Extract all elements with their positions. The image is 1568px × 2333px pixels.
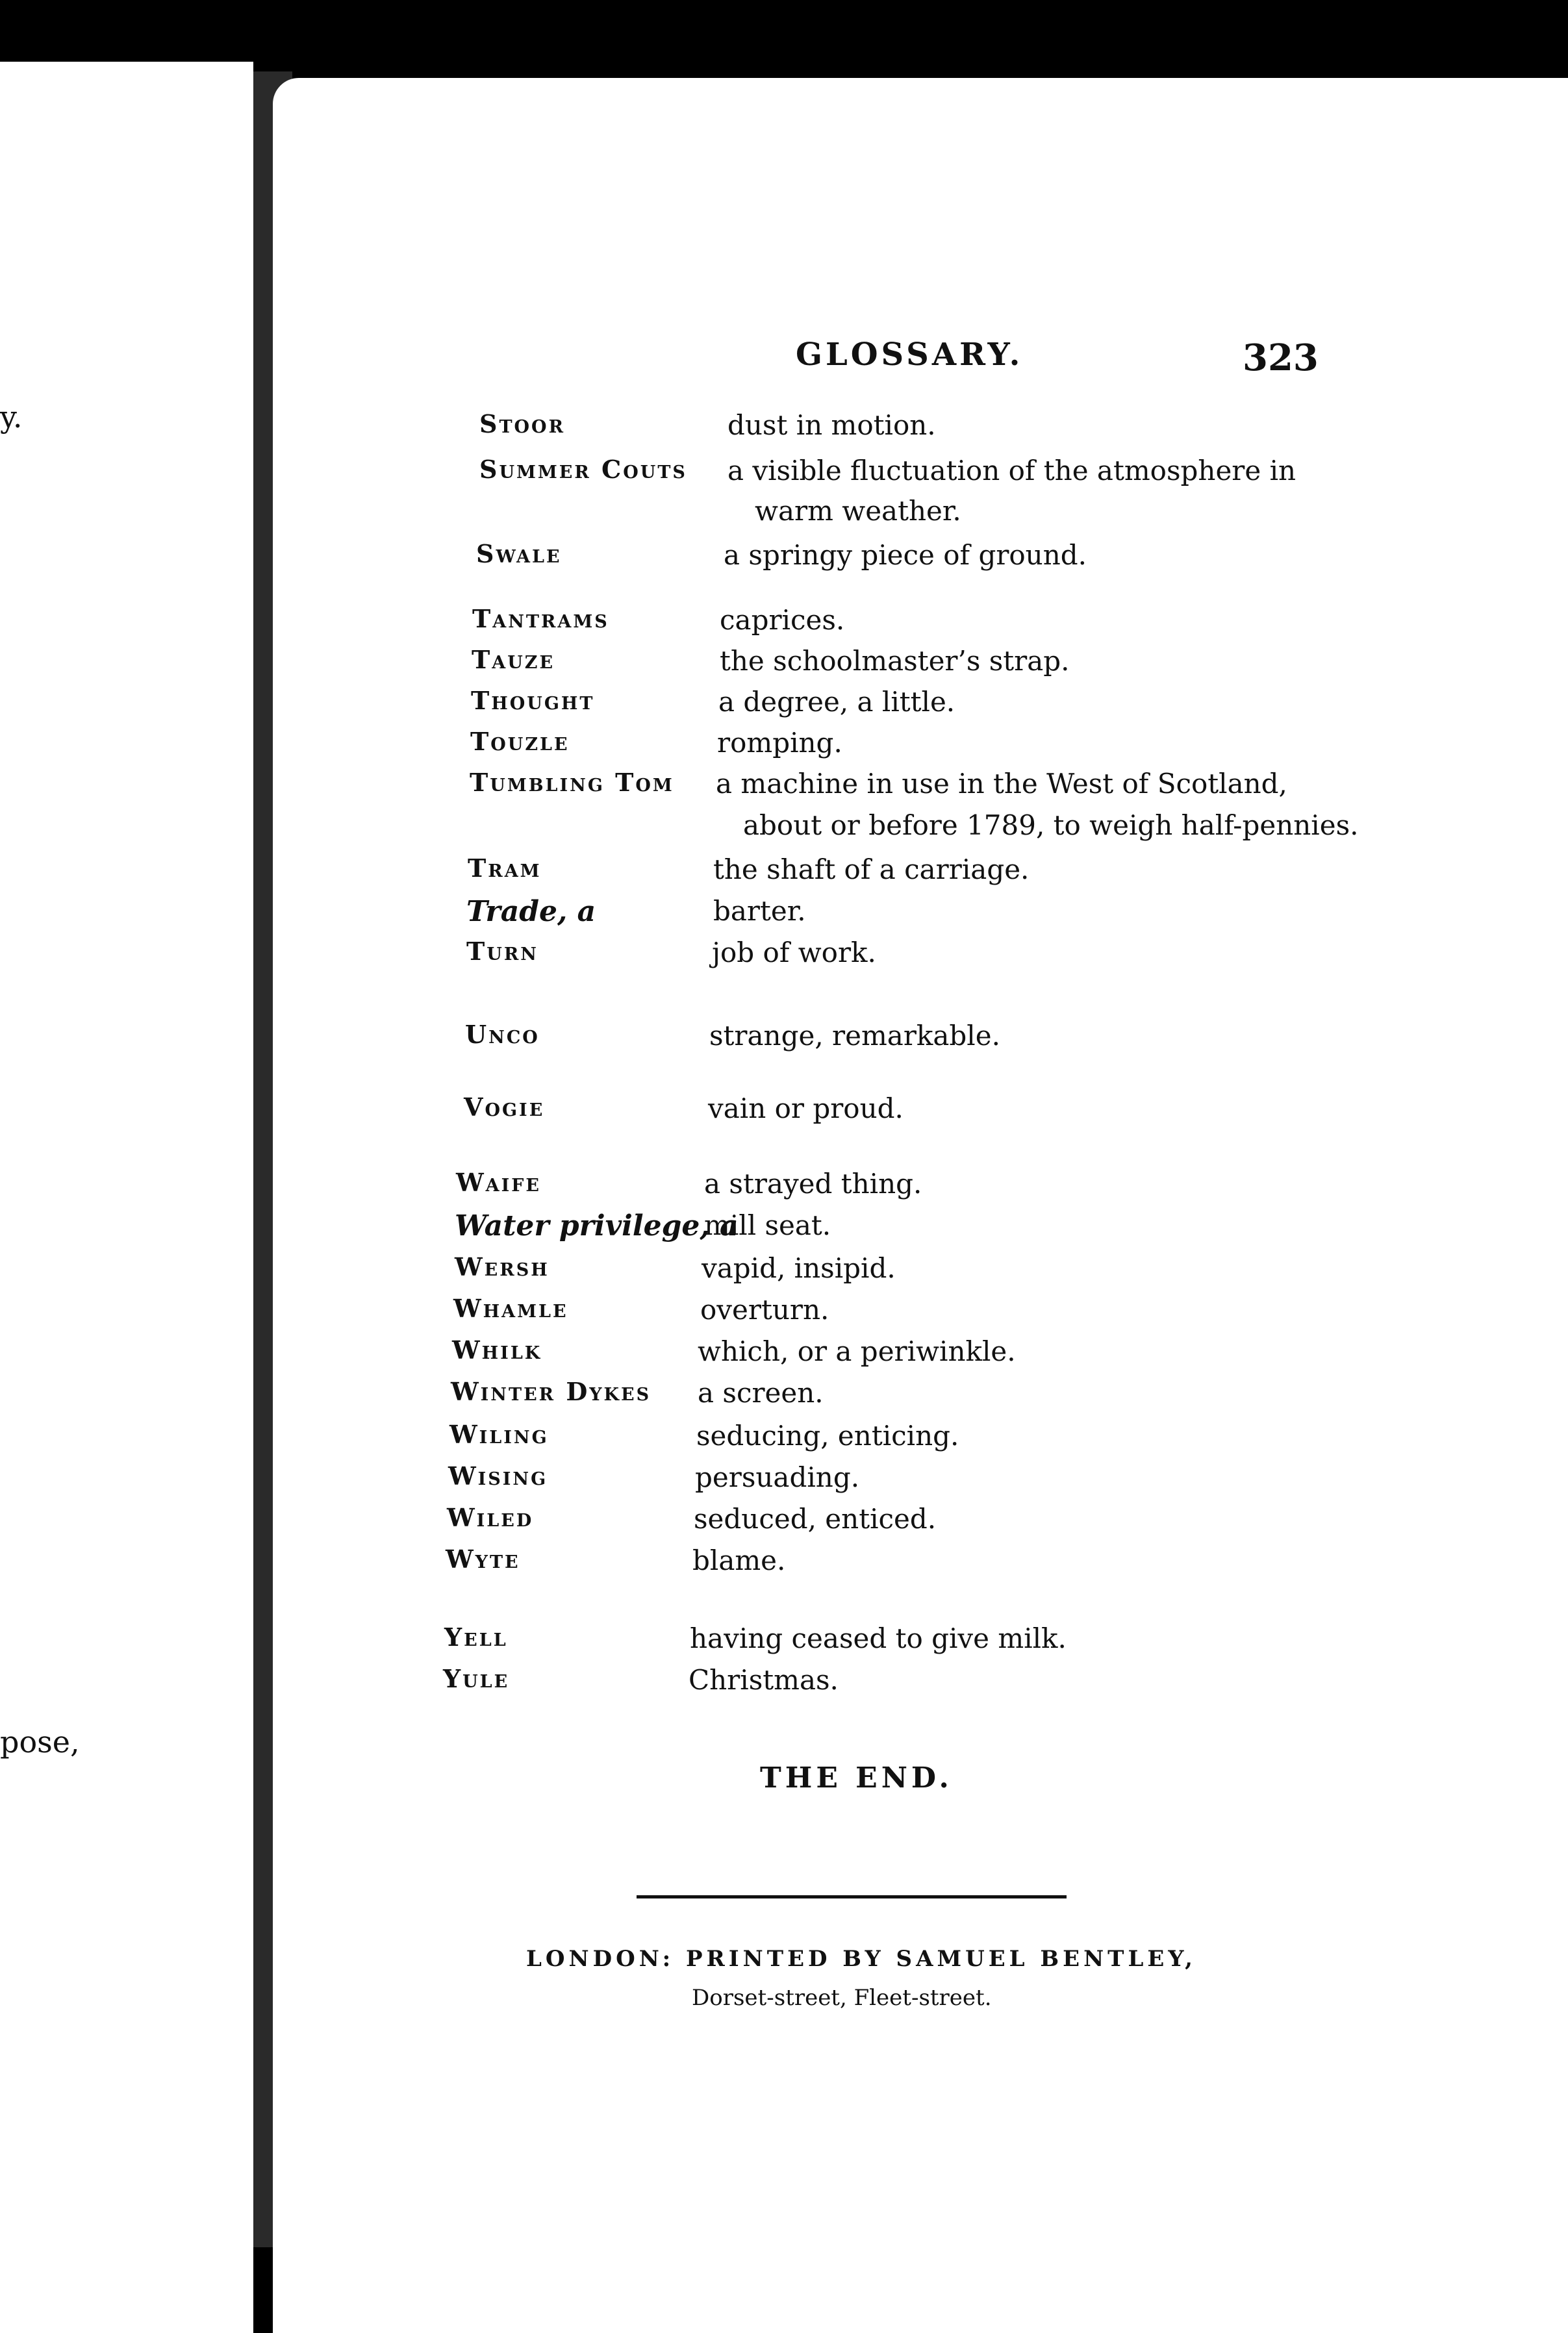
glossary-definition: the shaft of a carriage. [713, 853, 1030, 885]
glossary-entry [273, 455, 1568, 527]
glossary-term: Wiling [449, 1420, 549, 1449]
glossary-term: Summer Couts [479, 455, 687, 484]
glossary-definition: blame. [692, 1545, 786, 1576]
glossary-term: Tantrams [472, 604, 609, 633]
glossary-term: Tram [468, 853, 542, 883]
glossary-definition: barter. [713, 895, 806, 927]
facing-page-fragment-bottom: pose, [0, 1724, 80, 1759]
glossary-entry [273, 1168, 1568, 1207]
glossary-entry [273, 539, 1568, 578]
glossary-term: Waife [456, 1168, 542, 1197]
printer-address: Dorset-street, Fleet-street. [692, 1985, 992, 2011]
glossary-term: Tumbling Tom [470, 768, 674, 797]
glossary-term: Touzle [470, 727, 570, 756]
the-end-heading: THE END. [760, 1761, 953, 1795]
glossary-definition: which, or a periwinkle. [698, 1335, 1016, 1367]
glossary-term: Trade, a [466, 895, 596, 928]
page-number: 323 [1243, 336, 1319, 379]
glossary-definition: romping. [717, 727, 842, 759]
glossary-entry [273, 1209, 1568, 1248]
glossary-definition: seduced, enticed. [694, 1503, 937, 1535]
running-head: GLOSSARY. [796, 336, 1024, 373]
glossary-term: Yell [444, 1622, 508, 1652]
glossary-entry [273, 1335, 1568, 1374]
glossary-term: Water privilege, a [455, 1209, 739, 1242]
glossary-definition: vain or proud. [708, 1092, 904, 1124]
glossary-entry [273, 727, 1568, 766]
glossary-entry [273, 1664, 1568, 1703]
glossary-term: Whamle [453, 1294, 568, 1323]
glossary-entry [273, 1377, 1568, 1416]
glossary-entry [273, 895, 1568, 934]
glossary-term: Swale [476, 539, 562, 568]
glossary-definition: a machine in use in the West of Scotland, [716, 768, 1287, 800]
glossary-definition: a strayed thing. [704, 1168, 922, 1200]
glossary-entry [273, 1092, 1568, 1131]
glossary-definition: mill seat. [704, 1209, 831, 1241]
glossary-definition: Christmas. [689, 1664, 839, 1696]
glossary-term: Whilk [452, 1335, 542, 1365]
glossary-term: Wersh [455, 1252, 550, 1281]
glossary-entry [273, 1420, 1568, 1459]
glossary-definition: vapid, insipid. [702, 1252, 896, 1284]
glossary-term: Stoor [479, 409, 566, 438]
printer-imprint: LONDON: PRINTED BY SAMUEL BENTLEY, [526, 1946, 1197, 1972]
glossary-term: Tauze [472, 645, 555, 674]
glossary-definition: strange, remarkable. [709, 1020, 1000, 1052]
glossary-entry [273, 768, 1568, 841]
glossary-term: Winter Dykes [451, 1377, 651, 1406]
facing-page [0, 62, 253, 2333]
glossary-entry [273, 1461, 1568, 1500]
glossary-term: Thought [471, 686, 595, 715]
glossary-definition: overturn. [700, 1294, 829, 1326]
glossary-definition: a degree, a little. [718, 686, 955, 718]
glossary-definition: a springy piece of ground. [724, 539, 1087, 571]
glossary-entry [273, 686, 1568, 725]
facing-page-fragment-top: y. [0, 399, 23, 435]
glossary-entry [273, 1622, 1568, 1661]
glossary-definition: a screen. [698, 1377, 824, 1409]
glossary-entry [273, 1545, 1568, 1583]
glossary-term: Yule [443, 1664, 510, 1693]
glossary-entry [273, 604, 1568, 643]
glossary-term: Turn [466, 937, 538, 966]
glossary-term: Vogie [464, 1092, 545, 1122]
glossary-definition: the schoolmaster’s strap. [720, 645, 1070, 677]
glossary-entry [273, 1294, 1568, 1333]
horizontal-rule [637, 1895, 1067, 1898]
glossary-definition: persuading. [695, 1461, 860, 1493]
glossary-definition: dust in motion. [727, 409, 936, 441]
glossary-entry [273, 409, 1568, 448]
glossary-term: Unco [465, 1020, 540, 1049]
glossary-definition: caprices. [720, 604, 845, 636]
glossary-definition: having ceased to give milk. [690, 1622, 1067, 1654]
glossary-entry [273, 853, 1568, 892]
glossary-entry [273, 645, 1568, 684]
glossary-definition: job of work. [712, 937, 876, 968]
glossary-entry [273, 937, 1568, 976]
glossary-term: Wyte [446, 1545, 520, 1574]
glossary-definition: seducing, enticing. [696, 1420, 959, 1452]
glossary-definition-continuation: about or before 1789, to weigh half-pennies. [743, 809, 1359, 841]
glossary-term: Wising [448, 1461, 548, 1491]
glossary-entry [273, 1503, 1568, 1542]
glossary-entry [273, 1252, 1568, 1291]
glossary-term: Wiled [447, 1503, 534, 1532]
book-page [273, 78, 1568, 2333]
glossary-entry [273, 1020, 1568, 1059]
glossary-definition-continuation: warm weather. [755, 495, 961, 527]
glossary-definition: a visible fluctuation of the atmosphere in [727, 455, 1296, 486]
